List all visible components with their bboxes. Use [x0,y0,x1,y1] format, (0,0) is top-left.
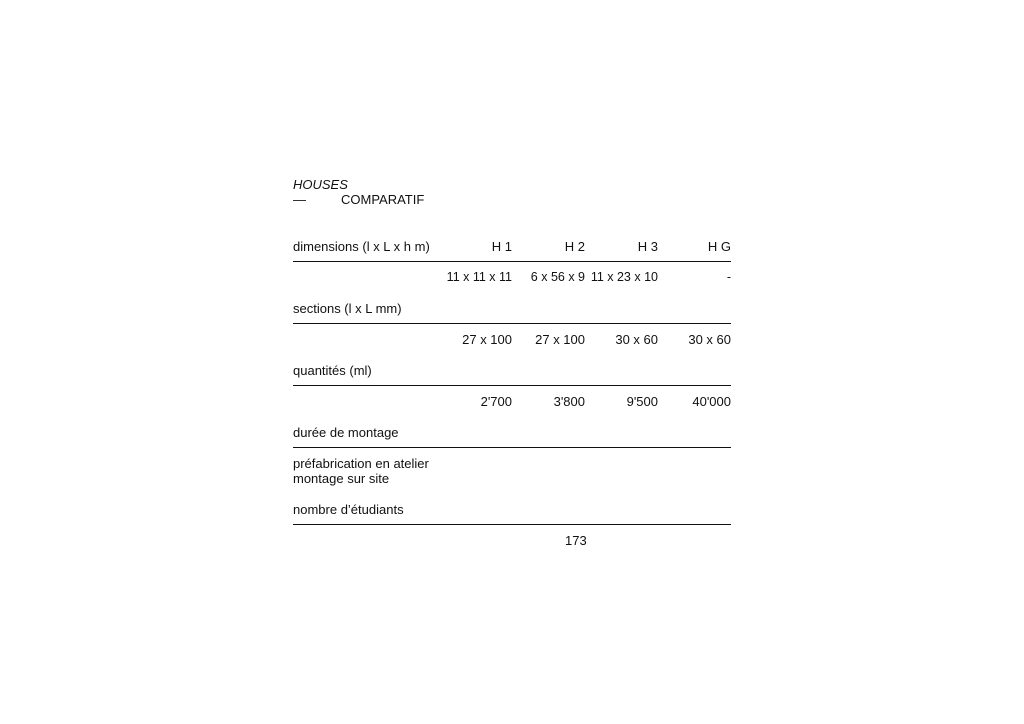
page-number: 173 [565,533,587,548]
row-label-quantites: quantités (ml) [293,363,372,378]
row-divider [293,447,731,448]
cell-quantites-h1: 2'700 [480,394,512,409]
row-divider [293,323,731,324]
title-dash: — [293,192,306,207]
cell-sections-h3: 30 x 60 [615,332,658,347]
cell-sections-hg: 30 x 60 [688,332,731,347]
cell-dimensions-h2: 6 x 56 x 9 [530,270,585,284]
row-label-prefabrication: préfabrication en atelier [293,456,429,471]
row-divider [293,385,731,386]
cell-quantites-h2: 3'800 [553,394,585,409]
cell-sections-h2: 27 x 100 [535,332,585,347]
column-header-h1: H 1 [491,239,512,254]
row-divider [293,524,731,525]
row-label-montage-site: montage sur site [293,471,390,486]
cell-dimensions-h3: 11 x 23 x 10 [590,270,658,284]
cell-quantites-hg: 40'000 [692,394,731,409]
row-label-sections: sections (l x L mm) [293,301,402,316]
cell-sections-h1: 27 x 100 [462,332,512,347]
document-title: HOUSES [293,177,348,192]
column-header-h3: H 3 [637,239,658,254]
column-header-h2: H 2 [564,239,585,254]
cell-quantites-h3: 9'500 [626,394,658,409]
row-label-duree: durée de montage [293,425,399,440]
cell-dimensions-h1: 11 x 11 x 11 [446,270,512,284]
cell-dimensions-hg: - [726,270,731,284]
column-header-hg: H G [707,239,731,254]
row-divider [293,261,731,262]
row-label-etudiants: nombre d’étudiants [293,502,404,517]
row-label-dimensions: dimensions (l x L x h m) [293,239,430,254]
document-subtitle: COMPARATIF [341,192,425,207]
